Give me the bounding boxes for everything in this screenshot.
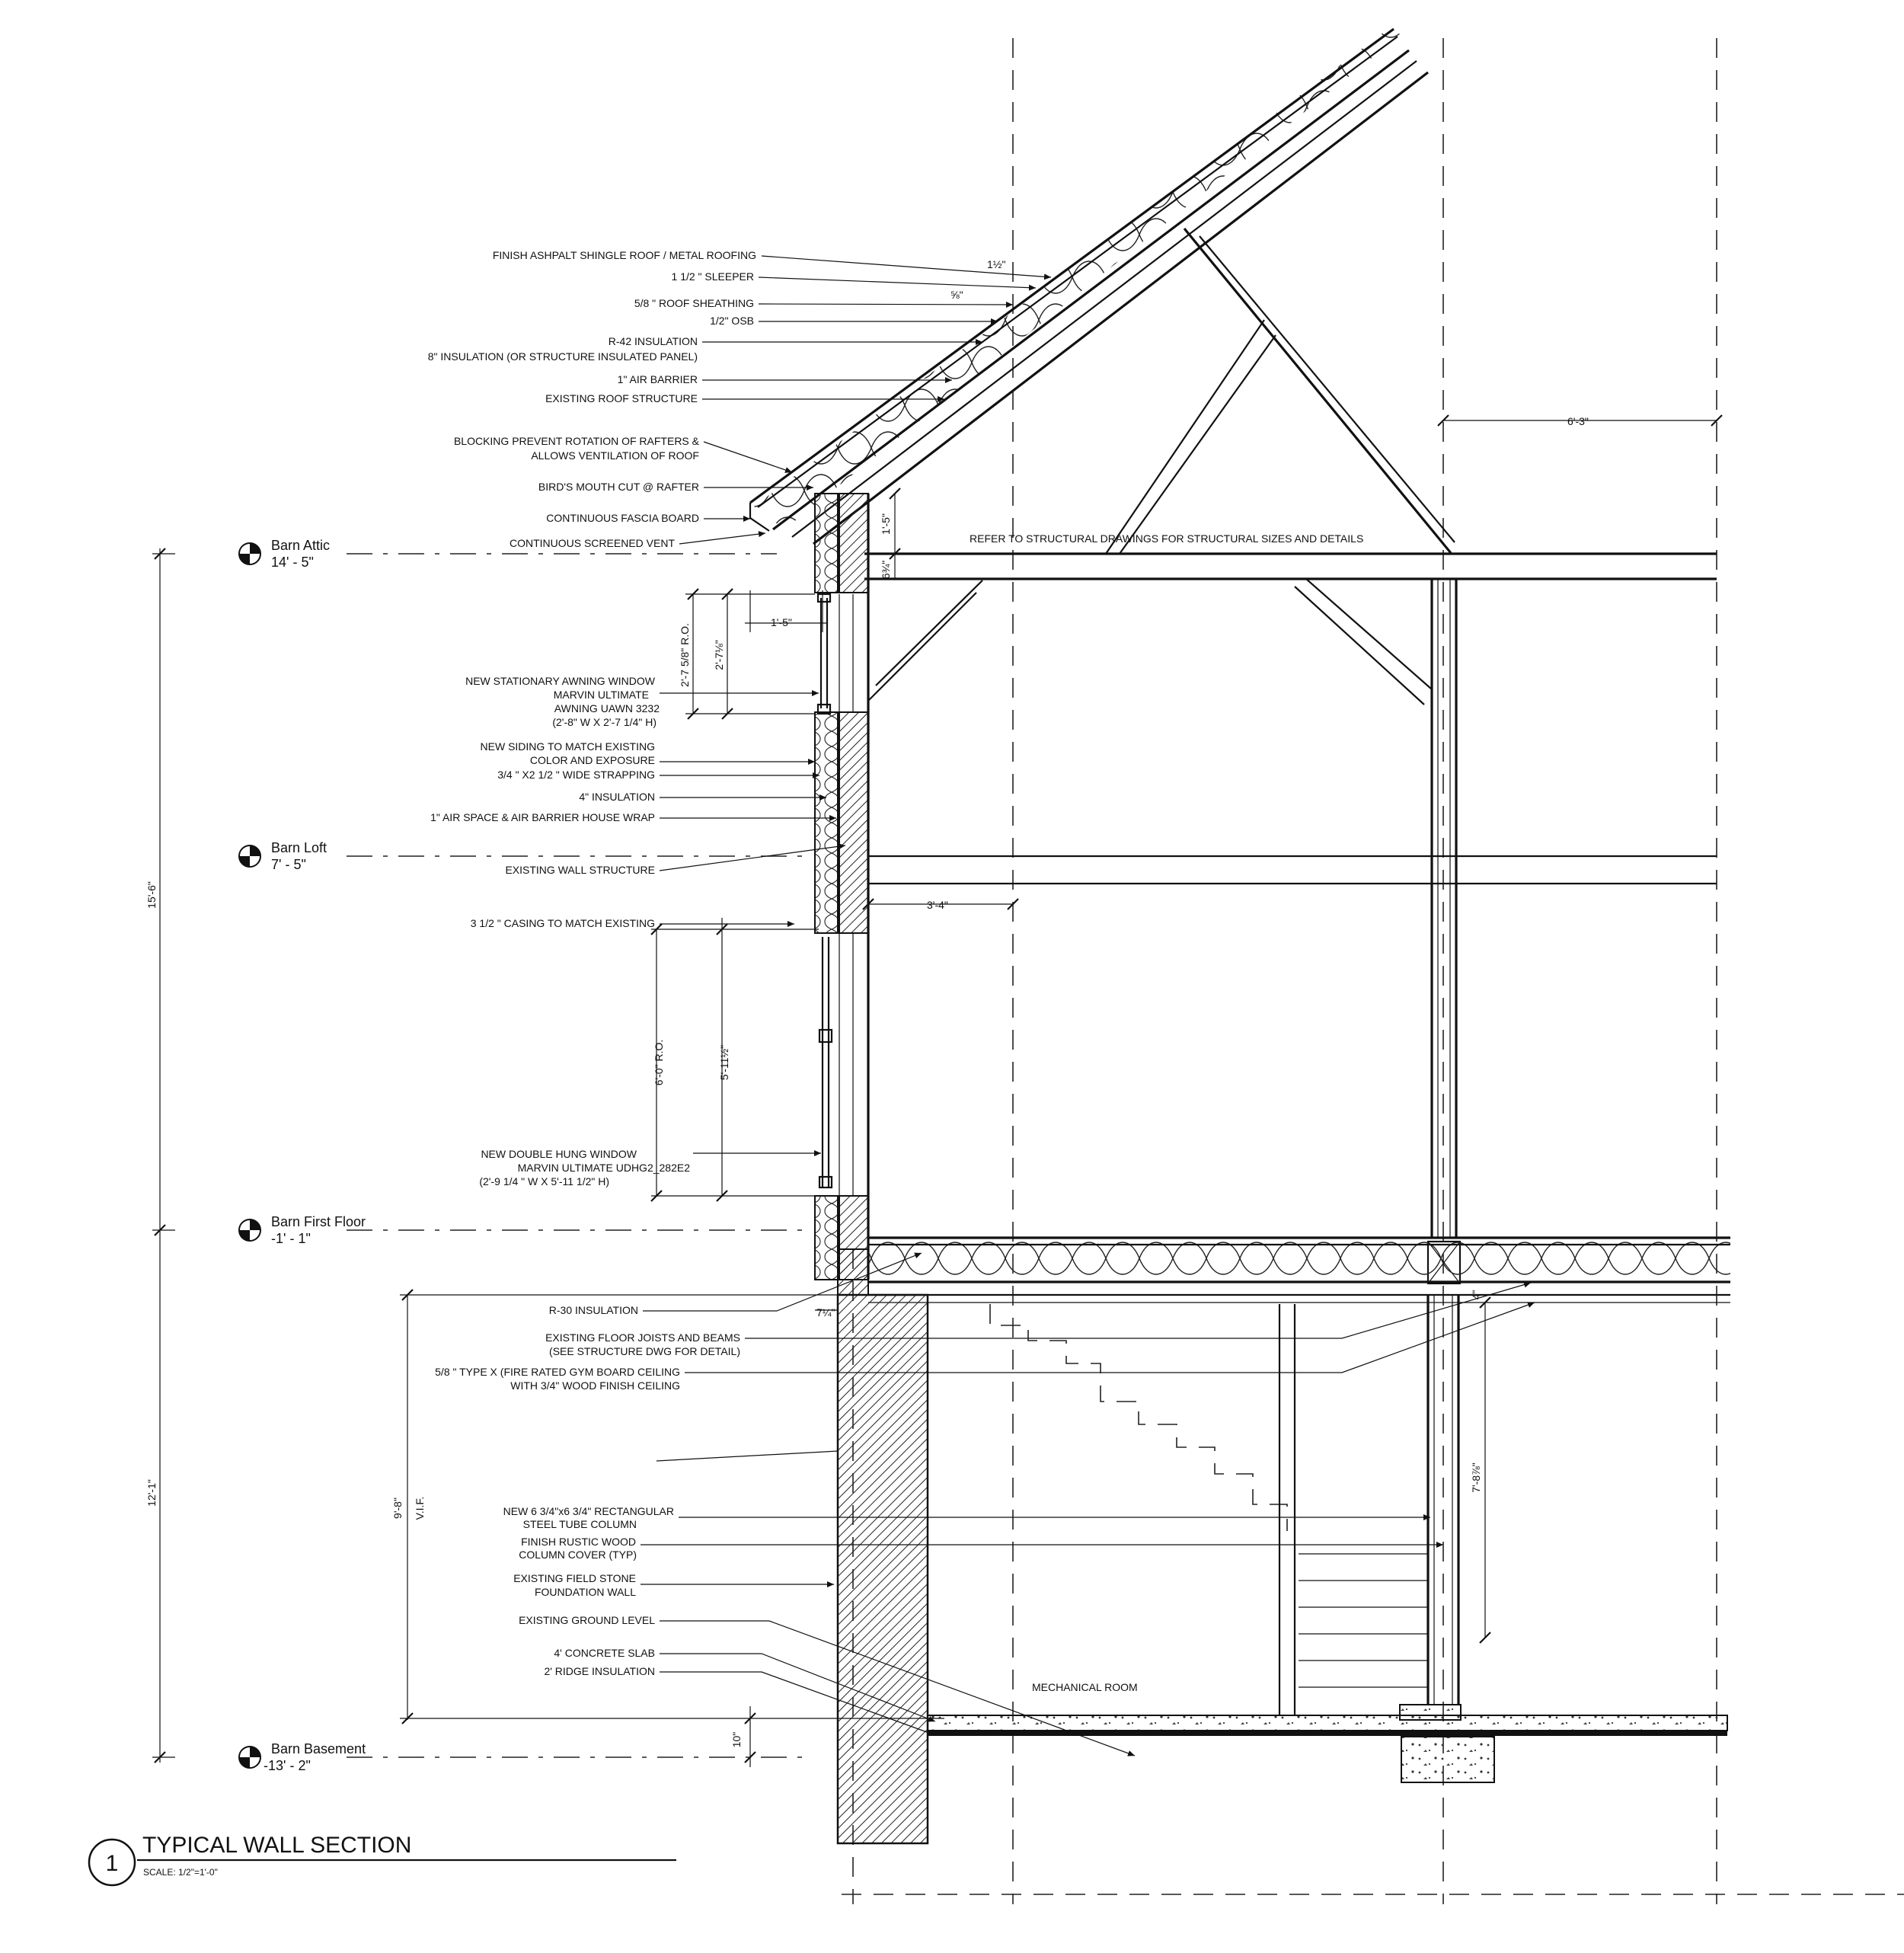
level-name: Barn First Floor	[271, 1214, 366, 1229]
truss-chord	[1184, 229, 1451, 553]
drawing-title	[89, 1833, 676, 1885]
note-awning-2: MARVIN ULTIMATE	[553, 689, 649, 701]
level-marker-loft	[239, 840, 327, 872]
dim-roof-1-5: 1½"	[987, 258, 1006, 270]
dim-10: 10"	[730, 1731, 743, 1748]
dim-7-4: 7¼"	[816, 1306, 835, 1319]
note-r30: R-30 INSULATION	[548, 1304, 638, 1316]
awning-window	[818, 594, 830, 714]
awning-head	[818, 594, 830, 602]
level-marker-attic	[239, 538, 330, 570]
level-name: Barn Basement	[271, 1741, 366, 1756]
note-shingle: FINISH ASHPALT SHINGLE ROOF / METAL ROOFING	[492, 249, 756, 261]
concrete-slab	[928, 1715, 1727, 1731]
upper-wall-insulation	[815, 494, 838, 593]
dim-awning-ro: 2'-7 5/8" R.O.	[679, 623, 691, 687]
note-awning-4: (2'-8" W X 2'-7 1/4" H)	[552, 716, 656, 728]
note-siding-1: NEW SIDING TO MATCH EXISTING	[480, 740, 655, 753]
note-dh-1: NEW DOUBLE HUNG WINDOW	[481, 1148, 637, 1160]
note-joists-2: (SEE STRUCTURE DWG FOR DETAIL)	[549, 1345, 740, 1357]
window-notes	[465, 675, 819, 728]
brace	[1306, 579, 1432, 689]
foundation-wall	[838, 1295, 928, 1843]
dim-dh-h: 5'-11½"	[718, 1044, 730, 1081]
awning-width-dimension	[745, 590, 828, 632]
note-dh-3: (2'-9 1/4 " W X 5'-11 1/2" H)	[479, 1175, 609, 1187]
note-foundation-2: FOUNDATION WALL	[534, 1586, 636, 1598]
overall-dimension	[145, 548, 175, 1763]
basement-notes	[503, 1451, 1443, 1756]
note-cover-2: COLUMN COVER (TYP)	[519, 1549, 637, 1561]
dim-6-3-4: 6¾"	[880, 560, 892, 580]
note-osb: 1/2" OSB	[710, 315, 754, 327]
timber-post	[1428, 579, 1460, 1283]
dh-meeting-rail	[819, 1030, 832, 1042]
upper-wall-structure	[839, 494, 868, 593]
detail-number: 1	[105, 1851, 119, 1876]
roof-sheathing-line	[758, 37, 1398, 507]
note-ceiling-2: WITH 3/4" WOOD FINISH CEILING	[510, 1379, 680, 1392]
note-steel-1: NEW 6 3/4"x6 3/4" RECTANGULAR	[503, 1505, 674, 1517]
attic-beam	[864, 554, 1717, 579]
note-air-barrier: 1" AIR BARRIER	[617, 373, 698, 385]
siding-notes	[430, 740, 845, 929]
dim-lower: 12'-1"	[145, 1479, 158, 1507]
note-casing: 3 1/2 " CASING TO MATCH EXISTING	[470, 917, 655, 929]
level-elevation: -13' - 2"	[264, 1758, 311, 1773]
dim-4: 4"	[1470, 1290, 1482, 1300]
dim-awning-h: 2'-7⅛"	[713, 640, 725, 670]
note-vent: CONTINUOUS SCREENED VENT	[509, 537, 675, 549]
dim-1-5-h: 1'-5"	[771, 616, 792, 628]
truss-web	[1106, 320, 1264, 554]
note-airspace: 1" AIR SPACE & AIR BARRIER HOUSE WRAP	[430, 811, 655, 823]
column-footing	[1401, 1737, 1494, 1782]
note-r42: R-42 INSULATION	[608, 335, 698, 347]
column-base	[1400, 1705, 1461, 1720]
ridge-insulation	[928, 1731, 1727, 1736]
note-wall-structure: EXISTING WALL STRUCTURE	[505, 864, 655, 876]
mid-wall-structure	[839, 712, 868, 933]
dim-3-4: 3'-4"	[927, 899, 948, 911]
note-cover-1: FINISH RUSTIC WOOD	[521, 1536, 636, 1548]
dim-v-1-5: 1'-5"	[880, 513, 892, 535]
first-floor-assembly	[868, 1238, 1730, 1303]
note-sheathing: 5/8 " ROOF SHEATHING	[634, 297, 754, 309]
eave-notes	[454, 435, 813, 549]
note-fascia: CONTINUOUS FASCIA BOARD	[546, 512, 699, 524]
roof-assembly	[750, 29, 1455, 705]
note-ridge: 2' RIDGE INSULATION	[544, 1665, 655, 1677]
level-name: Barn Loft	[271, 840, 327, 855]
slab-dimension	[730, 1706, 756, 1767]
room-label: MECHANICAL ROOM	[1032, 1681, 1138, 1693]
low-wall-insulation	[815, 1196, 838, 1280]
mid-wall-insulation	[815, 712, 838, 933]
truss-web-2	[1120, 335, 1276, 554]
level-elevation: 14' - 5"	[271, 555, 314, 570]
dim-basement: 9'-8"	[391, 1498, 404, 1519]
rafter-underside	[813, 72, 1428, 544]
roof-shingle-line	[750, 29, 1394, 503]
double-hung-window	[819, 937, 832, 1188]
note-structural-ref: REFER TO STRUCTURAL DRAWINGS FOR STRUCTURAL SIZES AND DETAILS	[970, 532, 1364, 545]
dim-dh-ro: 6'-0" R.O.	[653, 1039, 665, 1086]
rafter-line	[792, 61, 1417, 537]
brace-2	[1295, 587, 1424, 705]
level-name: Barn Attic	[271, 538, 331, 553]
foundation-top	[838, 1249, 868, 1295]
note-ceiling-1: 5/8 " TYPE X (FIRE RATED GYM BOARD CEILING	[435, 1366, 680, 1378]
dim-roof-5-8: ⅝"	[950, 289, 963, 301]
brace-left	[876, 580, 982, 686]
roof-bottom-line	[773, 50, 1409, 529]
note-foundation-1: EXISTING FIELD STONE	[513, 1572, 636, 1584]
note-slab: 4' CONCRETE SLAB	[554, 1647, 655, 1659]
title-text: TYPICAL WALL SECTION	[142, 1833, 412, 1858]
scale-text: SCALE: 1/2"=1'-0"	[143, 1867, 218, 1878]
dh-window-notes	[479, 1148, 821, 1187]
note-roof-structure: EXISTING ROOF STRUCTURE	[545, 392, 698, 404]
note-sleeper: 1 1/2 " SLEEPER	[671, 270, 754, 283]
brace-left-2	[868, 593, 976, 701]
note-strapping: 3/4 " X2 1/2 " WIDE STRAPPING	[497, 769, 655, 781]
note-awning-1: NEW STATIONARY AWNING WINDOW	[465, 675, 655, 687]
dh-sill	[819, 1177, 832, 1187]
dim-vif: V.I.F.	[414, 1496, 426, 1520]
awning-dimensions	[679, 589, 815, 719]
note-blocking-1: BLOCKING PREVENT ROTATION OF RAFTERS &	[453, 435, 699, 447]
loft-beam	[868, 856, 1717, 884]
note-blocking-2: ALLOWS VENTILATION OF ROOF	[531, 449, 699, 462]
level-elevation: 7' - 5"	[271, 857, 306, 872]
basement-slab	[928, 1705, 1727, 1782]
note-dh-2: MARVIN ULTIMATE UDHG2_282E2	[517, 1162, 690, 1174]
stair	[990, 1304, 1428, 1715]
note-steel-2: STEEL TUBE COLUMN	[522, 1518, 637, 1530]
dim-upper: 15'-6"	[145, 881, 158, 909]
note-awning-3: AWNING UAWN 3232	[554, 702, 660, 714]
note-siding-2: COLOR AND EXPOSURE	[529, 754, 655, 766]
dh-dimensions	[651, 918, 819, 1201]
dim-7-8: 7'-8⅞"	[1470, 1462, 1482, 1493]
level-elevation: -1' - 1"	[271, 1231, 311, 1246]
note-birdsmouth: BIRD'S MOUTH CUT @ RAFTER	[538, 481, 699, 493]
note-4in-ins: 4" INSULATION	[579, 791, 655, 803]
right-dimensions	[815, 258, 1722, 1643]
note-8in: 8" INSULATION (OR STRUCTURE INSULATED PANEL)	[427, 350, 698, 363]
note-joists-1: EXISTING FLOOR JOISTS AND BEAMS	[545, 1331, 740, 1344]
dim-6-3: 6'-3"	[1567, 415, 1589, 427]
note-ground: EXISTING GROUND LEVEL	[519, 1614, 655, 1626]
